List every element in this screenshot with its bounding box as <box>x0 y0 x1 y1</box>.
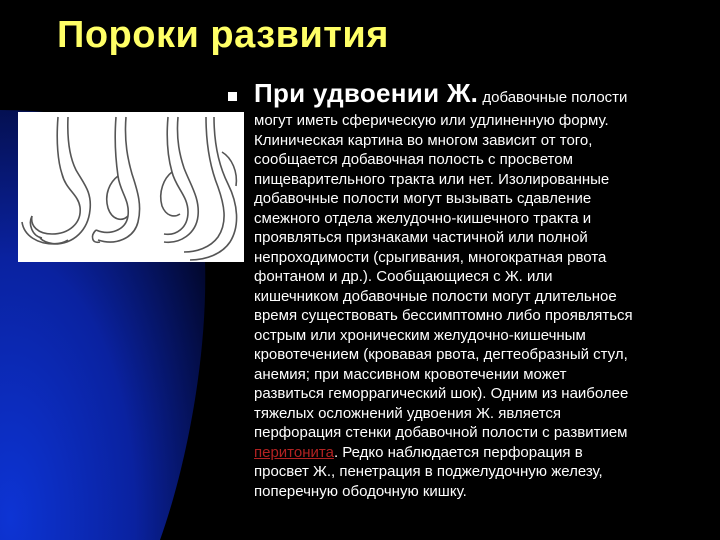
text-line: фонтаном и др.). Сообщающиеся с Ж. или <box>254 268 553 285</box>
text-line: просвет Ж., пенетрация в поджелудочную железу, <box>254 463 603 480</box>
bullet-marker <box>228 92 237 101</box>
text-line: кишечником добавочные полости могут длительное <box>254 287 617 305</box>
slide-title: Пороки развития <box>57 14 389 56</box>
heading-bold-text: При удвоении Ж. <box>254 78 479 108</box>
text-line: острым или хроническим желудочно-кишечным <box>254 326 586 344</box>
text-line: анемия; при массивном кровотечении может <box>254 365 567 383</box>
text-line: развиться геморрагический шок). Одним из наиболее <box>254 385 629 402</box>
text-line: пищеварительного тракта или нет. Изолированные <box>254 170 610 188</box>
bullet-heading <box>254 78 627 109</box>
text-line: время существовать бессимптомно либо проявляться <box>254 307 633 324</box>
text-line: могут иметь сферическую или удлиненную форму. <box>254 112 609 129</box>
text-line: сообщается добавочная полость с просветом <box>254 151 573 168</box>
text-line: тяжелых осложнений удвоения Ж. является <box>254 404 562 422</box>
after-link-text: . Редко наблюдается перфорация в <box>333 443 583 461</box>
text-line: добавочные полости могут вызывать сдавление <box>254 190 592 207</box>
text-line: непроходимости (срыгивания, многократная рвота <box>254 248 607 266</box>
heading-rest-text: добавочные полости <box>478 89 628 106</box>
text-line: Клиническая картина во многом зависит от того, <box>254 131 593 149</box>
text-line: проявляться признаками частичной или полной <box>254 229 588 246</box>
text-line: поперечную ободочную кишку. <box>254 482 467 500</box>
text-line-with-link <box>254 443 714 463</box>
text-line: перфорация стенки добавочной полости с развитием <box>254 424 628 441</box>
peritonitis-link[interactable]: перитонита <box>254 443 334 461</box>
text-line: кровотечением (кровавая рвота, дегтеобразный стул, <box>254 346 628 363</box>
bullet-body <box>254 111 714 501</box>
text-line: смежного отдела желудочно-кишечного тракта и <box>254 209 592 227</box>
stomach-duplication-illustration <box>18 112 244 262</box>
